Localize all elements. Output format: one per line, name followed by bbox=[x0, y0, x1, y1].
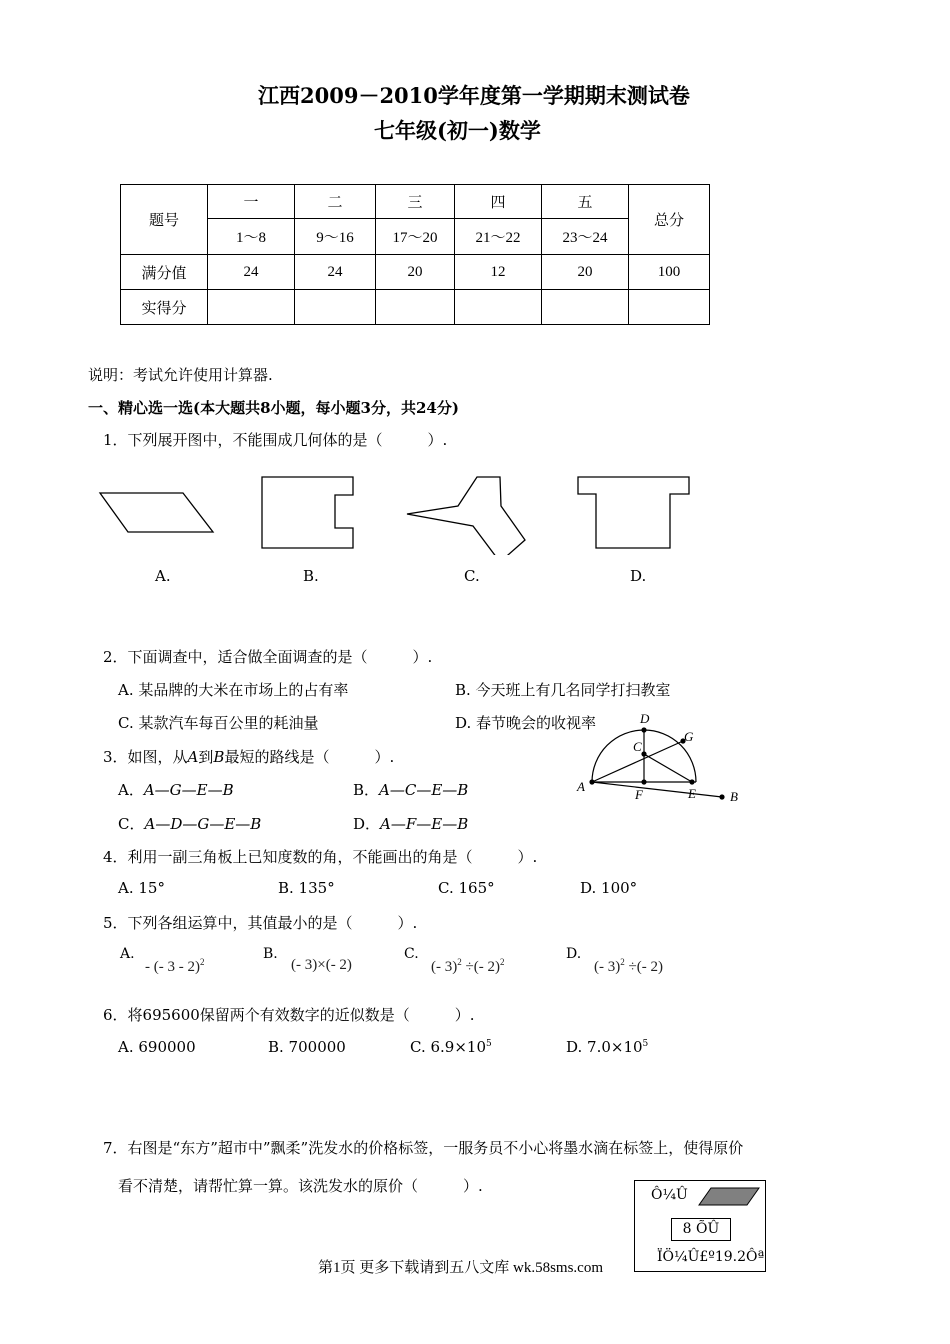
q6-option-c: C. $6.9\times 10^5$ bbox=[410, 1038, 492, 1056]
page-subtitle: 七年级(初一)数学 bbox=[374, 118, 541, 143]
q5-label-b: B. bbox=[263, 946, 278, 962]
point-c bbox=[641, 751, 646, 756]
section-cell: 五 bbox=[542, 185, 629, 219]
full-score-cell: 24 bbox=[208, 255, 295, 290]
q3-option-b: B．A—C—E—B bbox=[353, 781, 469, 799]
point-a bbox=[589, 779, 594, 784]
got-score-cell[interactable] bbox=[542, 290, 629, 325]
got-score-label: 实得分 bbox=[121, 290, 208, 325]
q4-option-b: B. 135° bbox=[278, 879, 335, 897]
q4-option-a: A. 15° bbox=[118, 879, 165, 897]
full-score-cell: 12 bbox=[455, 255, 542, 290]
label-d: D bbox=[640, 711, 650, 726]
exam-note: 说明：考试允许使用计算器. bbox=[88, 366, 273, 384]
q1-stem: 1．下列展开图中，不能围成几何体的是（ ）. bbox=[103, 431, 448, 449]
got-score-cell[interactable] bbox=[376, 290, 455, 325]
label-f: F bbox=[635, 787, 643, 802]
score-table bbox=[120, 184, 710, 325]
range-cell: 21～22 bbox=[455, 219, 542, 255]
tag-original-price-label: Ô¼Û bbox=[651, 1187, 688, 1203]
q2-option-c: C. 某款汽车每百公里的耗油量 bbox=[118, 714, 319, 732]
section-cell: 三 bbox=[376, 185, 455, 219]
q5-label-a: A. bbox=[120, 946, 135, 962]
q4-option-d: D. 100° bbox=[580, 879, 638, 897]
q4-stem: 4．利用一副三角板上已知度数的角，不能画出的角是（ ）. bbox=[103, 848, 538, 866]
q5-expr-c: (- 3)$^2$ ÷(- 2)$^2$ bbox=[431, 957, 505, 975]
q4-option-c: C. 165° bbox=[438, 879, 495, 897]
segment-c-e bbox=[644, 754, 692, 782]
point-b bbox=[719, 794, 724, 799]
q7-stem-line1: 7．右图是“东方”超市中”飘柔”洗发水的价格标签，一服务员不小心将墨水滴在标签上，使得原价 bbox=[103, 1139, 744, 1157]
ink-blot-icon bbox=[697, 1187, 761, 1207]
full-score-cell: 20 bbox=[376, 255, 455, 290]
segment-a-b bbox=[592, 782, 722, 797]
q1-label-c: C. bbox=[464, 567, 480, 585]
got-score-cell[interactable] bbox=[295, 290, 376, 325]
q5-label-d: D. bbox=[566, 946, 582, 962]
label-e: E bbox=[688, 786, 696, 801]
point-f bbox=[641, 779, 646, 784]
range-cell: 1～8 bbox=[208, 219, 295, 255]
got-score-cell[interactable] bbox=[455, 290, 542, 325]
q3-option-c: C．A—D—G—E—B bbox=[118, 815, 262, 833]
page-footer: 第1页 更多下载请到五八文库 wk.58sms.com bbox=[318, 1260, 604, 1276]
full-score-cell: 100 bbox=[629, 255, 710, 290]
q6-option-a: A. 690000 bbox=[118, 1038, 196, 1056]
q3-option-a: A．A—G—E—B bbox=[118, 781, 234, 799]
full-score-cell: 24 bbox=[295, 255, 376, 290]
section-cell: 二 bbox=[295, 185, 376, 219]
label-a: A bbox=[577, 779, 585, 794]
q5-expr-a: - (- 3 - 2)$^2$ bbox=[145, 957, 205, 975]
q6-stem: 6．将695600保留两个有效数字的近似数是（ ）. bbox=[103, 1006, 475, 1024]
got-score-cell[interactable] bbox=[629, 290, 710, 325]
q2-stem: 2．下面调查中，适合做全面调查的是（ ）. bbox=[103, 648, 433, 666]
point-d bbox=[641, 727, 646, 732]
total-header: 总分 bbox=[629, 185, 710, 255]
q1-label-d: D. bbox=[630, 567, 647, 585]
net-b-shape bbox=[262, 477, 353, 548]
section-cell: 一 bbox=[208, 185, 295, 219]
label-c: C bbox=[633, 739, 642, 754]
q3-stem: 3．如图，从A到B最短的路线是（ ）. bbox=[103, 748, 395, 766]
q6-option-b: B. 700000 bbox=[268, 1038, 346, 1056]
label-b: B bbox=[730, 789, 738, 804]
tag-current-price: ÏÖ¼Û£º19.2Ôª bbox=[657, 1249, 765, 1265]
section-heading: 一、精心选一选(本大题共8小题，每小题3分，共24分) bbox=[88, 399, 459, 417]
net-a-parallelogram bbox=[100, 493, 213, 532]
label-g: G bbox=[684, 729, 694, 744]
range-cell: 17～20 bbox=[376, 219, 455, 255]
q1-nets-figure bbox=[95, 470, 695, 555]
range-cell: 23～24 bbox=[542, 219, 629, 255]
net-c-shape bbox=[407, 477, 525, 555]
q5-stem: 5．下列各组运算中，其值最小的是（ ）. bbox=[103, 914, 418, 932]
q5-expr-d: (- 3)$^2$ ÷(- 2) bbox=[594, 957, 663, 975]
full-score-cell: 20 bbox=[542, 255, 629, 290]
price-tag bbox=[634, 1180, 766, 1272]
full-score-label: 满分值 bbox=[121, 255, 208, 290]
row-header: 题号 bbox=[121, 185, 208, 255]
q5-label-c: C. bbox=[404, 946, 419, 962]
page-title: 江西2009－2010学年度第一学期期末测试卷 bbox=[258, 83, 690, 108]
tag-discount-box: 8 ÕÛ bbox=[671, 1218, 731, 1241]
q3-route-diagram bbox=[570, 708, 750, 808]
q2-option-b: B. 今天班上有几名同学打扫教室 bbox=[455, 681, 671, 699]
net-d-shape bbox=[578, 477, 689, 548]
section-cell: 四 bbox=[455, 185, 542, 219]
range-cell: 9～16 bbox=[295, 219, 376, 255]
q2-option-d: D. 春节晚会的收视率 bbox=[455, 714, 597, 732]
q3-option-d: D．A—F—E—B bbox=[353, 815, 469, 833]
q5-expr-b: (- 3)×(- 2) bbox=[291, 957, 352, 973]
q2-option-a: A. 某品牌的大米在市场上的占有率 bbox=[118, 681, 349, 699]
q1-label-b: B. bbox=[303, 567, 319, 585]
q6-option-d: D. $7.0\times 10^5$ bbox=[566, 1038, 649, 1056]
got-score-cell[interactable] bbox=[208, 290, 295, 325]
q7-stem-line2: 看不清楚，请帮忙算一算。该洗发水的原价（ ）. bbox=[118, 1177, 483, 1195]
q1-label-a: A. bbox=[155, 567, 171, 585]
point-e bbox=[689, 779, 694, 784]
